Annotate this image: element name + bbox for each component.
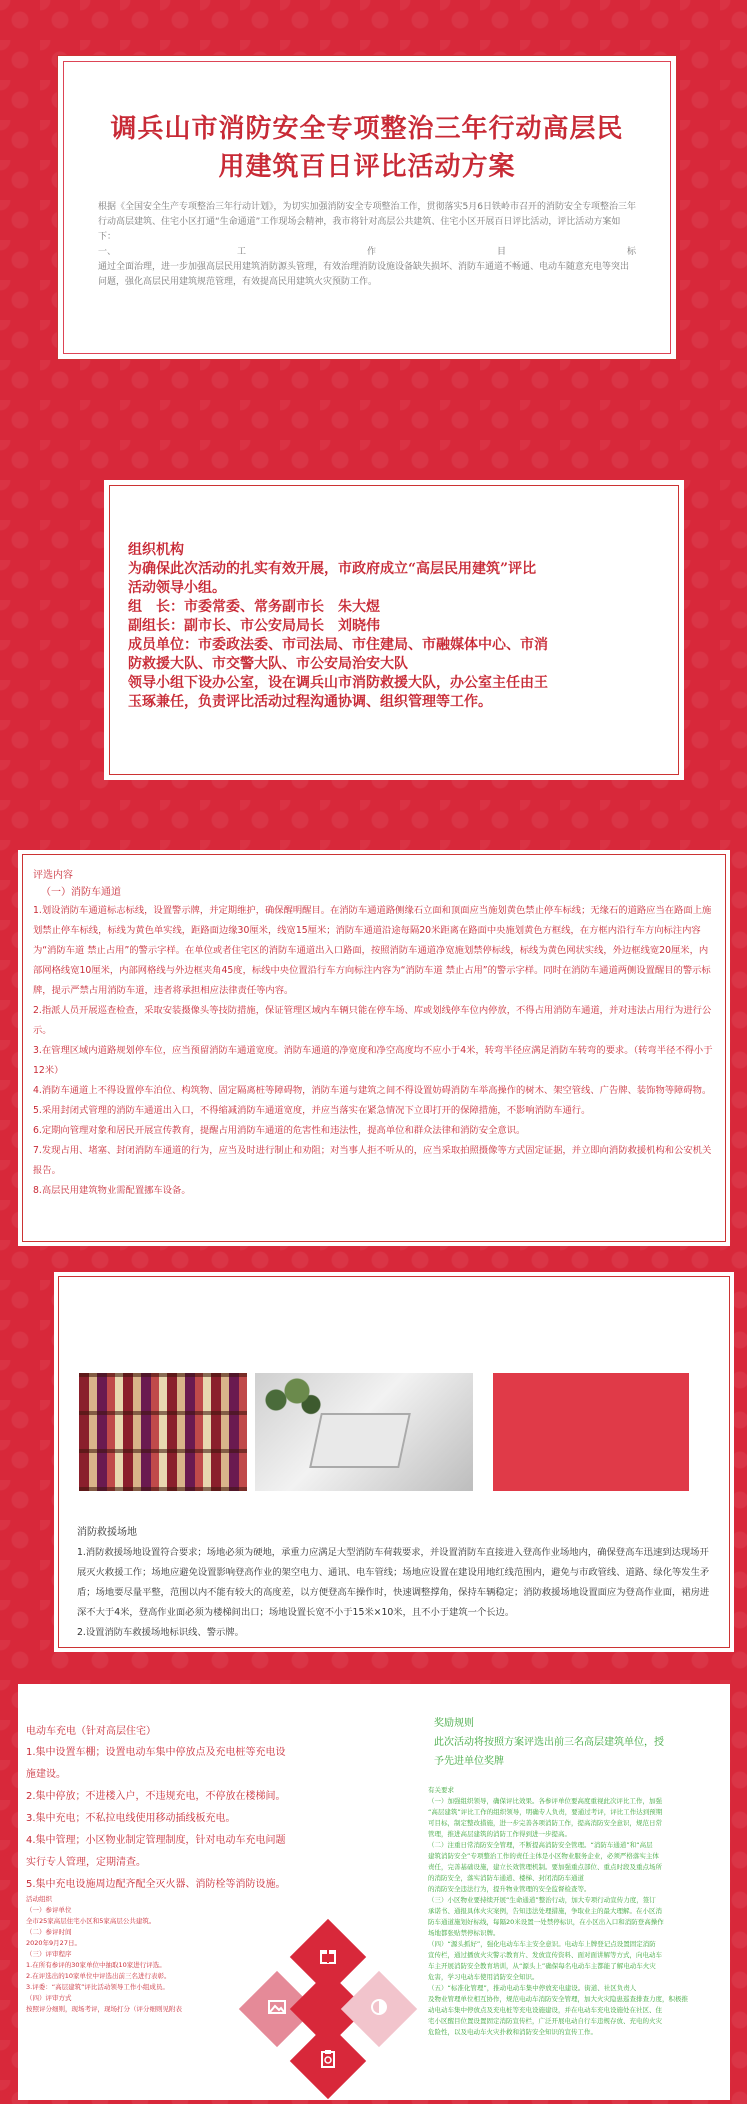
activity-line: 活动组织 bbox=[26, 1895, 52, 1903]
plant-shape bbox=[255, 1373, 325, 1418]
fire-lane-item: 4.消防车通道上不得设置停车泊位、构筑物、固定隔离桩等障碍物，消防车道与建筑之间不得设置妨碍消防车举高操作的树木、架空管线、广告牌、装饰物等障碍物。 bbox=[33, 1085, 712, 1096]
requirements-line: 危险性，以及电动车火灾扑救和消防安全知识的宣传工作。 bbox=[428, 2028, 597, 2036]
diamond-icon-cluster bbox=[218, 1924, 438, 2104]
activity-line: 按照评分细则，现场考评，现场打分（评分细则见附表 bbox=[26, 2005, 182, 2013]
rescue-site-item: 1.消防救援场地设置符合要求；场地必须为硬地，承重力应满足大型消防车荷载要求，并设置消防车直接进入登高作业场地内，确保登高车迅速到达现场开展灭火救援工作；场地应避免设置影响登高作业的架空电力、通讯、电车管线；场地应设置在建设用地红线范围内，避免与市政管线、道路、绿化等发生矛盾；场地要尽量平整，范围以内不能有较大的高度差，以方便登高车操作时，快速调整撑角，保持车辆稳定；消防救援场地设置面应为登高作业面，裙房进深不大于4米，登高作业面必须为楼梯间出口；场地设置长宽不小于15米×10米，且不小于建筑一个长边。 bbox=[77, 1547, 710, 1618]
charging-rewards-card bbox=[18, 1684, 730, 2100]
activity-line: （四）评审方式 bbox=[26, 1994, 72, 2002]
charging-item: 施建设。 bbox=[26, 1769, 66, 1780]
organization-line: 副组长：副市长、市公安局局长 刘晓伟 bbox=[128, 618, 380, 634]
activity-line: （二）参评时间 bbox=[26, 1928, 72, 1936]
requirements-line: 责任，完善基础设施，建立长效管理机制。要加强重点部位、重点时段及重点场所 bbox=[428, 1863, 662, 1871]
organization-line: 活动领导小组。 bbox=[128, 580, 226, 596]
requirements-line: 车主开展消防安全教育培训，从“源头上”确保每名电动车主都能了解电动车火灾 bbox=[428, 1962, 656, 1970]
title-card bbox=[57, 55, 677, 360]
fire-lane-item: 5.采用封闭式管理的消防车通道出入口，不得缩减消防车通道宽度，并应当落实在紧急情况下立即打开的保障措施，不影响消防车通行。 bbox=[33, 1105, 591, 1116]
requirements-line: 宣传栏，通过播放火灾警示教育片、发放宣传资料、面对面讲解等方式，向电动车 bbox=[428, 1951, 662, 1959]
red-block bbox=[493, 1373, 689, 1491]
requirements-line: 防车通道施划好标线，每隔20米设置一处禁停标识，在小区出入口和消防登高操作 bbox=[428, 1918, 664, 1926]
rescue-site-card-inner bbox=[58, 1276, 730, 1648]
title-card-inner bbox=[63, 61, 671, 354]
diamond-tile bbox=[290, 2023, 366, 2099]
requirements-line: 的消防安全，落实消防车通道、楼梯、封闭消防车通道 bbox=[428, 1874, 584, 1882]
photo-strip bbox=[79, 1373, 689, 1491]
desk-laptop-photo bbox=[255, 1373, 473, 1491]
activity-line: 全市25家高层住宅小区和5家高层公共建筑。 bbox=[26, 1917, 156, 1925]
requirements-line: 的消防安全违法行为，提升物业管理的安全监督检查等。 bbox=[428, 1885, 591, 1893]
charging-item: 1.集中设置车棚；设置电动车集中停放点及充电桩等充电设 bbox=[26, 1747, 286, 1758]
fire-lane-item: 2.指派人员开展巡查检查，采取安装摄像头等技防措施，保证管理区域内车辆只能在停车场、库或划线停车位内停放，不得占用消防车通道，并对违法占用行为进行公示。 bbox=[33, 1005, 712, 1036]
goal-heading-char: 标 bbox=[626, 247, 636, 257]
charging-section bbox=[26, 1722, 346, 1896]
rescue-site-heading: 消防救援场地 bbox=[77, 1527, 137, 1538]
goal-heading-char: 目 bbox=[496, 247, 506, 257]
activity-line: 2020年9月27日。 bbox=[26, 1939, 81, 1947]
charging-item: 5.集中充电设施周边配齐配全灭火器、消防栓等消防设施。 bbox=[26, 1879, 286, 1890]
contrast-icon bbox=[369, 1997, 389, 2021]
fire-lane-item: 8.高层民用建筑物业需配置挪车设备。 bbox=[33, 1185, 191, 1196]
laptop-shape bbox=[309, 1413, 411, 1468]
evaluation-card-inner bbox=[22, 854, 726, 1242]
organization-card bbox=[104, 480, 684, 780]
rewards-line: 予先进单位奖牌 bbox=[434, 1756, 504, 1767]
organization-card-inner bbox=[109, 485, 679, 775]
fire-lane-item: 1.划设消防车通道标志标线，设置警示牌，并定期维护，确保醒明醒目。在消防车通道路侧缘石立面和顶面应当施划黄色禁止停车标线；无缘石的道路应当在路面上施划禁止停车标线，标线为黄色单实线，距路面边缘30厘米，线宽15厘米；消防车通道沿途每隔20米距离在路面中央施划黄色方框线，在方框内沿行车方向标注内容为“消防车道 禁止占用”的警示字样。在单位或者住宅区的消防车通道出入口路面，按照消防车通道净宽施划禁停标线，标线为黄色网状实线，外边框线宽20厘米，内部网格线宽10厘米，内部网格线与外边框夹角45度，标线中央位置沿行车方向标注内容为“消防车道 禁止占用”的警示字样。同时在消防车通道两侧设置醒目的警示标牌，提示严禁占用消防车道，违者将承担相应法律责任等内容。 bbox=[33, 905, 712, 996]
organization-line: 防救援大队、市交警大队、市公安局治安大队 bbox=[128, 656, 408, 672]
fire-lane-item: 6.定期向管理对象和居民开展宣传教育，提醒占用消防车通道的危害性和违法性，提高单位和群众法律和消防安全意识。 bbox=[33, 1125, 526, 1136]
goal-heading bbox=[98, 245, 636, 260]
image-icon bbox=[267, 1997, 287, 2021]
charging-item: 实行专人管理，定期清查。 bbox=[26, 1857, 146, 1868]
organization-line: 成员单位：市委政法委、市司法局、市住建局、市融媒体中心、市消 bbox=[128, 637, 548, 653]
clipboard-icon bbox=[318, 2049, 338, 2073]
requirements-line: 可目标，制定整改措施，进一步完善各项消防工作，提高消防安全意识，规范日常 bbox=[428, 1819, 662, 1827]
organization-line: 玉琢兼任，负责评比活动过程沟通协调、组织管理等工作。 bbox=[128, 694, 492, 710]
activity-line: （三）评审程序 bbox=[26, 1950, 72, 1958]
requirements-line: （四）“源头抓好”，强化电动车车主安全意识。电动车上牌登记点设置固定消防 bbox=[428, 1940, 656, 1948]
charging-item: 3.集中充电；不私拉电线使用移动插线板充电。 bbox=[26, 1813, 236, 1824]
charging-item: 4.集中管理；小区物业制定管理制度，针对电动车充电问题 bbox=[26, 1835, 286, 1846]
requirements-line: 动电动车集中停放点及充电桩等充电设施建设，并在电动车充电设施处在社区、住 bbox=[428, 2006, 662, 2014]
rewards-line: 此次活动将按照方案评选出前三名高层建筑单位，授 bbox=[434, 1737, 664, 1748]
activity-line: 1.在所有参评的30家单位中抽取10家进行评选。 bbox=[26, 1961, 166, 1969]
requirements-line: （三）小区物业要持续开展“生命通道”整治行动，加大专项行动宣传力度，签订 bbox=[428, 1896, 656, 1904]
rewards-heading: 奖励规则 bbox=[434, 1718, 474, 1729]
goal-heading-char: 工 bbox=[236, 247, 246, 257]
requirements-line: 建筑消防安全”专项整治工作的责任主体是小区物业服务企业，必须严格落实主体 bbox=[428, 1852, 659, 1860]
goal-heading-char: 作 bbox=[366, 247, 376, 257]
requirements-line: 危害，学习电动车使用消防安全知识。 bbox=[428, 1973, 539, 1981]
goal-heading-char: 一、 bbox=[98, 247, 117, 257]
organization-heading: 组织机构 bbox=[128, 542, 184, 558]
activity-line: 3.评委：“高层建筑”评比活动领导工作小组成员。 bbox=[26, 1983, 169, 1991]
diamond-tile bbox=[341, 1971, 417, 2047]
organization-line: 领导小组下设办公室，设在调兵山市消防救援大队，办公室主任由王 bbox=[128, 675, 548, 691]
organization-line: 为确保此次活动的扎实有效开展，市政府成立“高层民用建筑”评比 bbox=[128, 561, 537, 577]
fire-lane-item: 3.在管理区域内道路规划停车位，应当预留消防车通道宽度。消防车通道的净宽度和净空高度均不应小于4米，转弯半径应满足消防车转弯的要求。（转弯半径不得小于12米） bbox=[33, 1045, 713, 1076]
gift-icon bbox=[318, 1945, 338, 1969]
evaluation-card bbox=[18, 850, 730, 1246]
requirements-line: 宅小区醒目位置设置固定消防宣传栏，广泛开展电动自行车违规存放、充电的火灾 bbox=[428, 2017, 662, 2025]
requirements-line: （五）“标准化管理”，推动电动车集中停放充电建设。街道、社区负责人 bbox=[428, 1984, 637, 1992]
activity-line: （一）参评单位 bbox=[26, 1906, 72, 1914]
rescue-site-item: 2.设置消防车救援场地标识线、警示牌。 bbox=[77, 1627, 244, 1638]
rescue-site-card bbox=[54, 1272, 734, 1652]
requirements-line: 及物业管理单位相互协作，规范电动车消防安全管理，加大火灾隐患巡查排查力度，积极推 bbox=[428, 1995, 688, 2003]
rescue-site-body bbox=[77, 1523, 717, 1643]
requirements-line: 管理，推进高层建筑的消防工作得到进一步提高。 bbox=[428, 1830, 571, 1838]
requirements-line: （二）注重日常消防安全管理，不断提高消防安全管理。“消防车通道”和“高层 bbox=[428, 1841, 653, 1849]
page-title: 调兵山市消防安全专项整治三年行动高层民用建筑百日评比活动方案 bbox=[110, 114, 624, 182]
goal-text: 通过全面治理，进一步加强高层民用建筑消防源头管理，有效治理消防设施设备缺失损坏、消防车通道不畅通、电动车随意充电等突出问题，强化高层民用建筑规范管理，有效提高民用建筑火灾预防工作。 bbox=[98, 262, 630, 287]
charging-item: 2.集中停放；不进楼入户，不违规充电，不停放在楼梯间。 bbox=[26, 1791, 286, 1802]
requirements-line: （一）加强组织领导，确保评比效果。各参评单位要高度重视此次评比工作，加强 bbox=[428, 1797, 662, 1805]
requirements-line: 承诺书、通报具体火灾案例，告知违法处理措施，争取业主的最大理解。在小区消 bbox=[428, 1907, 662, 1915]
rewards-section bbox=[428, 1714, 718, 2038]
charging-heading: 电动车充电（针对高层住宅） bbox=[26, 1726, 156, 1737]
activity-line: 2.在评选出的10家单位中评选出前三名进行表彰。 bbox=[26, 1972, 171, 1980]
requirements-line: “高层建筑”评比工作的组织领导，明确专人负责，要通过考评，评比工作达到预期 bbox=[428, 1808, 663, 1816]
requirements-line: 有关要求 bbox=[428, 1786, 454, 1794]
fire-lane-item: 7.发现占用、堵塞、封闭消防车通道的行为，应当及时进行制止和劝阻；对当事人拒不听从的，应当采取拍照摄像等方式固定证据，并立即向消防救援机构和公安机关报告。 bbox=[33, 1145, 712, 1176]
fire-lane-subheading: （一）消防车通道 bbox=[41, 887, 121, 898]
organization-line: 组 长：市委常委、常务副市长 朱大煜 bbox=[128, 599, 380, 615]
fabric-shelf-photo bbox=[79, 1373, 247, 1491]
evaluation-heading: 评选内容 bbox=[33, 870, 73, 881]
requirements bbox=[428, 1785, 718, 2038]
intro-text: 根据《全国安全生产专项整治三年行动计划》，为切实加强消防安全专项整治工作，贯彻落实5月6日铁岭市召开的消防安全专项整治三年行动高层建筑、住宅小区打通“生命通道”工作现场会精神，我市将针对高层公共建筑、住宅小区开展百日评比活动，评比活动方案如下： bbox=[98, 202, 636, 242]
requirements-line: 场地都张贴禁停标识牌。 bbox=[428, 1929, 500, 1937]
